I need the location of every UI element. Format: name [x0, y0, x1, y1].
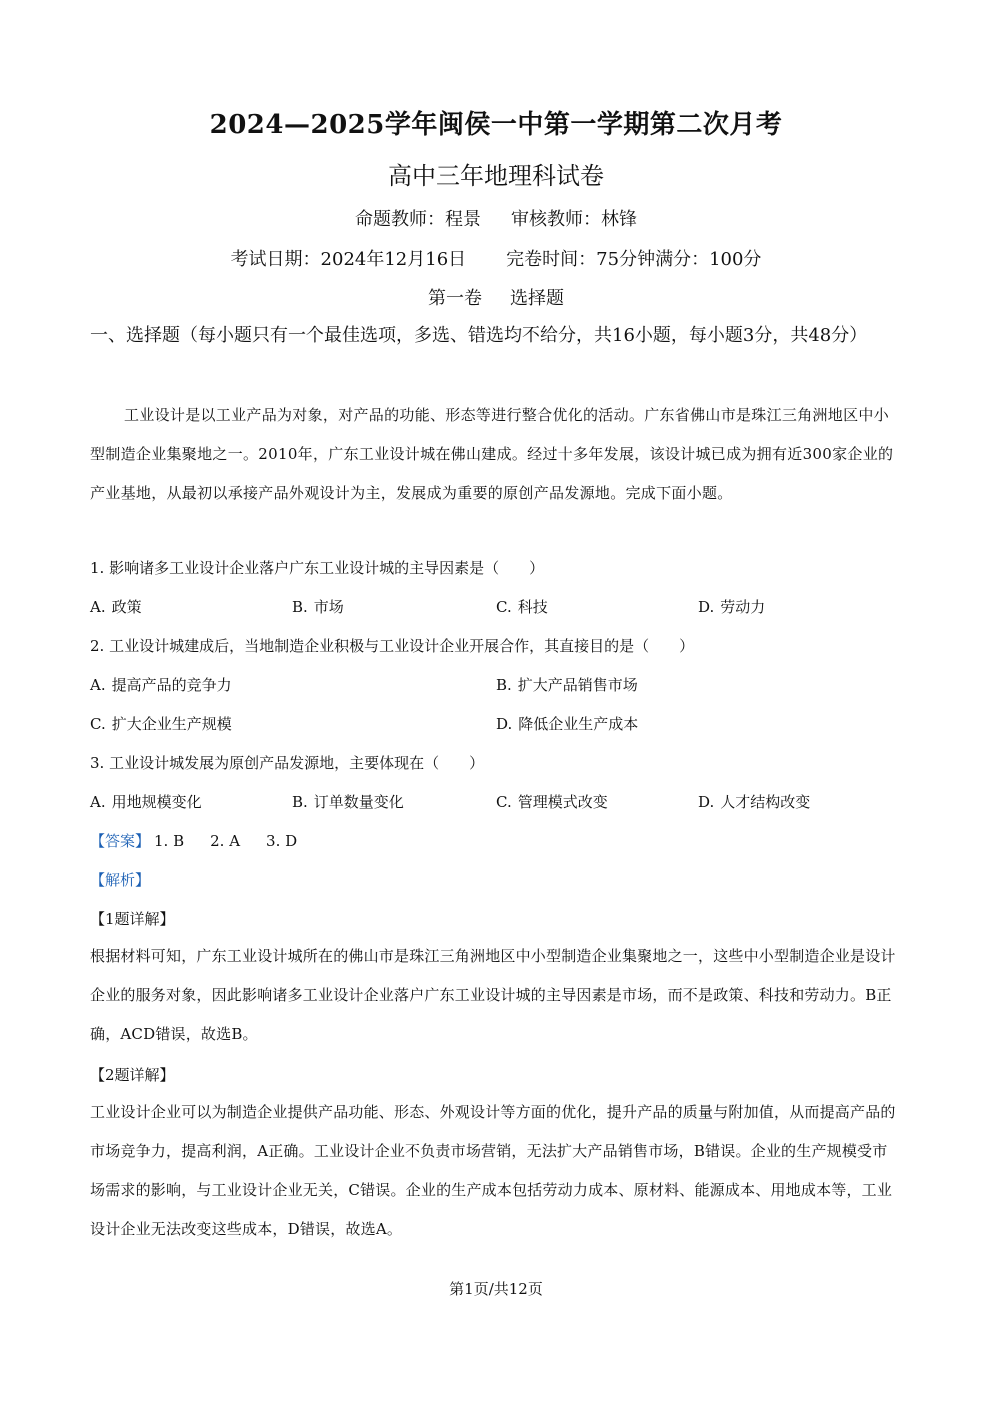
- detail-text: 根据材料可知，广东工业设计城所在的佛山市是珠江三角洲地区中小型制造企业集聚地之一，这些中小型制造企业是设计企业的服务对象，因此影响诸多工业设计企业落户广东工业设计城的主导因素是市场，而不是政策、科技和劳动力。B正确，ACD错误，故选B。: [90, 947, 896, 1043]
- page-footer: 第1页/共12页: [449, 1280, 543, 1298]
- answer-item: 1. B: [154, 832, 185, 850]
- detail-text: 工业设计企业可以为制造企业提供产品功能、形态、外观设计等方面的优化，提升产品的质量与附加值，从而提高产品的市场竞争力，提高利润，A正确。工业设计企业不负责市场营销，无法扩大产品销售市场，B错误。企业的生产规模受市场需求的影响，与工业设计企业无关，C错误。企业的生产成本包括劳动力成本、原材料、能源成本、用地成本等，工业设计企业无法改变这些成本，D错误，故选A。: [90, 1103, 896, 1238]
- question-stem: 2. 工业设计城建成后，当地制造企业积极与工业设计企业开展合作，其直接目的是（ ）: [90, 637, 695, 655]
- teachers-line: [0, 205, 992, 231]
- options-row: [90, 791, 992, 813]
- option-a: A. 提高产品的竞争力: [90, 676, 232, 694]
- volume-line: [0, 284, 992, 310]
- reviewer-text: 审核教师：林锋: [511, 209, 637, 230]
- analysis-label: 【解析】: [90, 871, 151, 889]
- options-row: [90, 713, 992, 735]
- volume-name: 选择题: [510, 288, 564, 309]
- setter-text: 命题教师：程景: [355, 209, 481, 230]
- volume-number: 第一卷: [428, 288, 482, 309]
- detail-heading: 【2题详解】: [90, 1066, 175, 1084]
- option-d: D. 人才结构改变: [698, 793, 811, 811]
- exam-date: 考试日期：2024年12月16日: [230, 249, 467, 270]
- option-d: D. 劳动力: [698, 598, 766, 616]
- question-stem: 3. 工业设计城发展为原创产品发源地，主要体现在（ ）: [90, 754, 485, 772]
- option-b: B. 订单数量变化: [292, 793, 404, 811]
- option-c: C. 管理模式改变: [496, 793, 608, 811]
- answer-label: 【答案】: [90, 832, 151, 850]
- passage-text: 工业设计是以工业产品为对象，对产品的功能、形态等进行整合优化的活动。广东省佛山市是珠江三角洲地区中小型制造企业集聚地之一。2010年，广东工业设计城在佛山建成。经过十多年发展，该设计城已成为拥有近300家企业的产业基地，从最初以承接产品外观设计为主，发展成为重要的原创产品发源地。完成下面小题。: [90, 406, 894, 502]
- option-a: A. 政策: [90, 598, 142, 616]
- exam-subtitle: 高中三年地理科试卷: [388, 162, 604, 190]
- answer-item: 3. D: [266, 832, 298, 850]
- options-row: [90, 596, 992, 618]
- detail-heading: 【1题详解】: [90, 910, 175, 928]
- option-c: C. 扩大企业生产规模: [90, 715, 232, 733]
- option-a: A. 用地规模变化: [90, 793, 202, 811]
- option-b: B. 市场: [292, 598, 344, 616]
- exam-info-line: [0, 245, 992, 271]
- option-d: D. 降低企业生产成本: [496, 715, 639, 733]
- answer-item: 2. A: [210, 832, 241, 850]
- question-stem: 1. 影响诸多工业设计企业落户广东工业设计城的主导因素是（ ）: [90, 559, 545, 577]
- options-row: [90, 674, 992, 696]
- option-c: C. 科技: [496, 598, 548, 616]
- exam-title: 2024—2025学年闽侯一中第一学期第二次月考: [209, 110, 783, 140]
- passage: [90, 396, 902, 513]
- section-heading: 一、选择题（每小题只有一个最佳选项，多选、错选均不给分，共16小题，每小题3分，共48分）: [90, 325, 868, 346]
- exam-duration-score: 完卷时间：75分钟满分：100分: [506, 249, 762, 270]
- option-b: B. 扩大产品销售市场: [496, 676, 638, 694]
- answer-line: [90, 830, 992, 851]
